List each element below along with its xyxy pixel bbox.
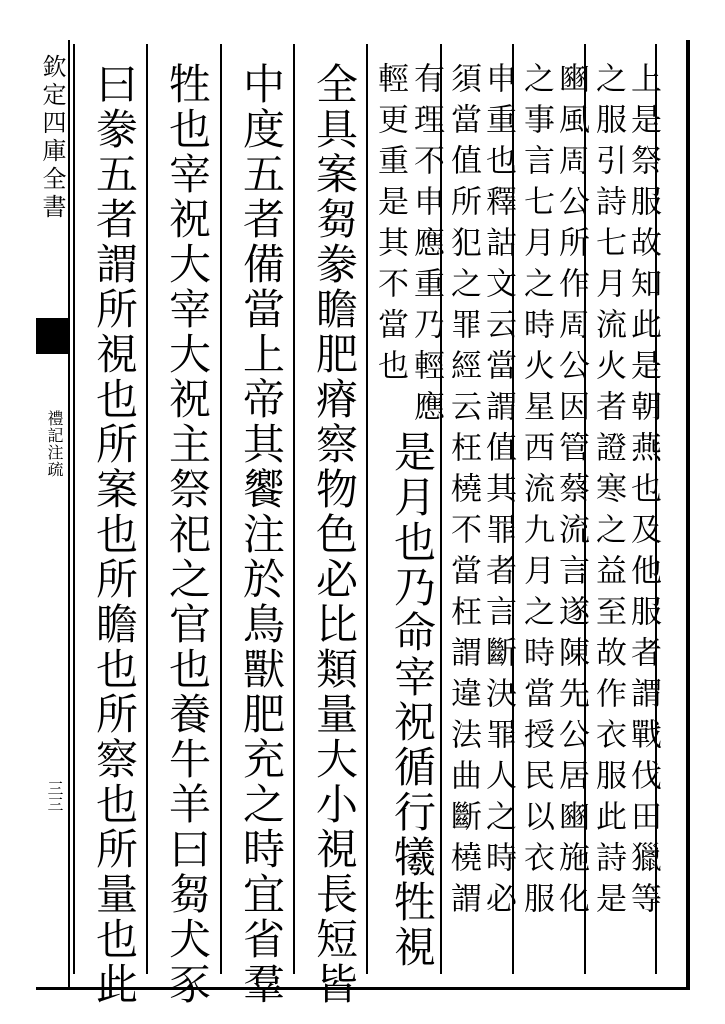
text-column: 輕更重是其不當也 [372, 62, 408, 390]
text-column: 是月也乃命宰祝循行犧牲視 [388, 430, 437, 970]
column-rule [146, 44, 148, 974]
text-column: 有理不申應重乃輕應 [408, 62, 444, 431]
page-number: 三三 [45, 780, 64, 812]
text-column: 全具案芻豢瞻肥瘠察物色必比類量大小視長短皆 [310, 62, 359, 1007]
text-column: 之事言七月之時火星西流九月之時當授民以衣服 [518, 62, 554, 923]
text-column: 中度五者備當上帝其饗注於鳥獸肥充之時宜省羣 [237, 62, 286, 1007]
column-rule [366, 44, 368, 974]
text-column: 曰豢五者謂所視也所案也所瞻也所察也所量也此 [90, 62, 139, 1007]
text-column: 申重也釋詁文云當謂值其罪者言斷決罪人之時必 [480, 62, 516, 923]
fish-tail-ornament [36, 318, 68, 354]
collection-title: 欽定四庫全書 [38, 54, 66, 222]
text-column: 之服引詩七月流火者證寒之益至故作衣服此詩是 [590, 62, 626, 923]
text-column: 須當值所犯之罪經云枉橈不當枉謂違法曲斷橈謂 [445, 62, 481, 923]
book-title: 禮記注疏 [45, 410, 64, 478]
text-column: 上是祭服故知此是朝燕也及他服者謂戰伐田獵等 [625, 62, 661, 923]
column-rule [73, 44, 75, 974]
text-column: 牲也宰祝大宰大祝主祭祀之官也養牛羊曰芻犬豕 [163, 62, 212, 1007]
column-rule [220, 44, 222, 974]
column-rule [293, 44, 295, 974]
text-column: 豳風周公所作周公因管蔡流言遂陳先公居豳施化 [553, 62, 589, 923]
